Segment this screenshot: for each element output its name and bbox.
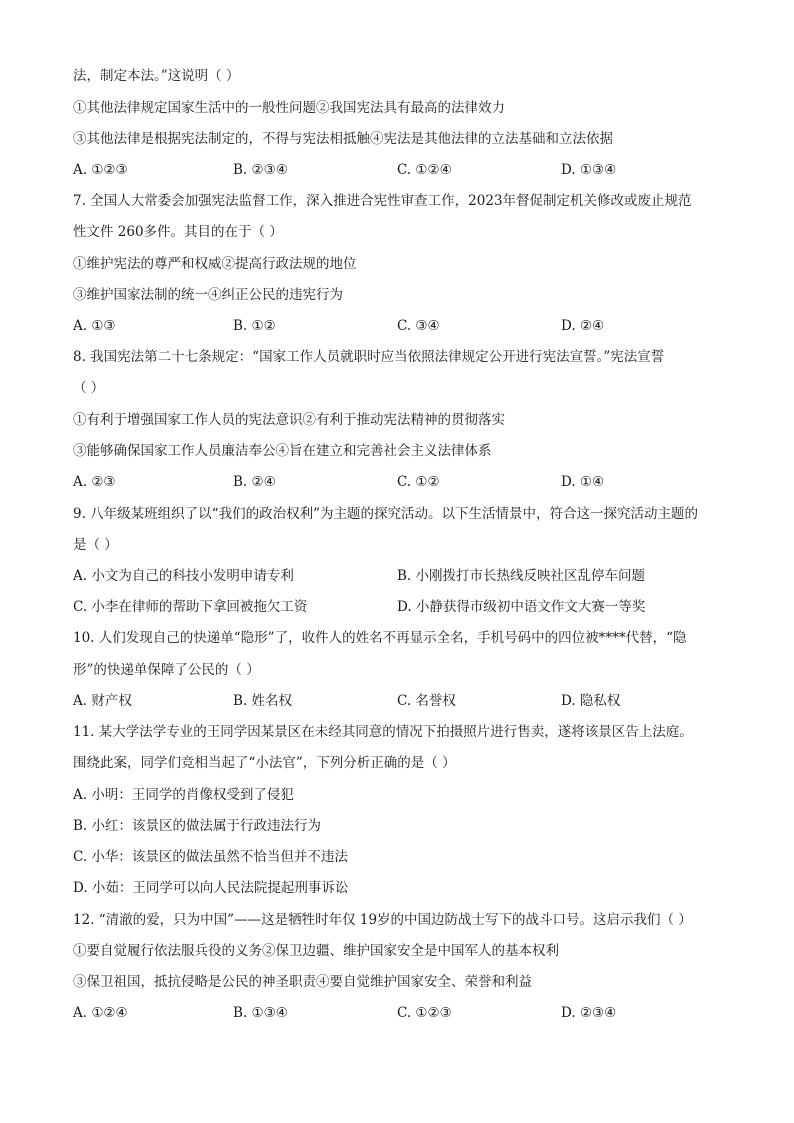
question-6-option-a[interactable]: A. ①②③ — [73, 162, 128, 178]
question-7-stem-line-1: 7. 全国人大常委会加强宪法监督工作，深入推进合宪性审查工作，2023年督促制定机关修改或废止规范 — [73, 193, 692, 209]
question-8-statement-1-2: ①有利于增强国家工作人员的宪法意识②有利于推动宪法精神的贯彻落实 — [73, 412, 505, 428]
question-10-stem-line-2: 形”的快递单保障了公民的（ ） — [73, 662, 260, 678]
question-12-option-d[interactable]: D. ②③④ — [561, 1005, 617, 1021]
question-7-statement-3-4: ③维护国家法制的统一④纠正公民的违宪行为 — [73, 287, 343, 303]
question-9-option-d[interactable]: D. 小静获得市级初中语文作文大赛一等奖 — [397, 599, 646, 615]
question-9-option-b[interactable]: B. 小刚拨打市长热线反映社区乱停车问题 — [397, 568, 646, 584]
question-12-option-c[interactable]: C. ①②③ — [397, 1005, 452, 1021]
question-8-option-c[interactable]: C. ①② — [397, 474, 440, 490]
question-6-stem-end: 法，制定本法。”这说明（ ） — [73, 68, 240, 84]
question-9-stem-line-2: 是（ ） — [73, 537, 118, 553]
question-8-option-b[interactable]: B. ②④ — [233, 474, 276, 490]
question-12-option-b[interactable]: B. ①③④ — [233, 1005, 288, 1021]
question-10-option-a[interactable]: A. 财产权 — [73, 693, 132, 709]
question-6-options — [73, 160, 723, 180]
question-6-option-c[interactable]: C. ①②④ — [397, 162, 452, 178]
question-10-stem-line-1: 10. 人们发现自己的快递单“隐形”了，收件人的姓名不再显示全名，手机号码中的四位被****代替，“隐 — [73, 630, 687, 646]
question-7-option-a[interactable]: A. ①③ — [73, 318, 116, 334]
question-12-stem: 12. “清澈的爱，只为中国”——这是牺牲时年仅 19岁的中国边防战士写下的战斗口号。这启示我们（ ） — [73, 912, 692, 928]
question-6-statement-3-4: ③其他法律是根据宪法制定的，不得与宪法相抵触④宪法是其他法律的立法基础和立法依据 — [73, 131, 613, 147]
question-8-statement-3-4: ③能够确保国家工作人员廉洁奉公④旨在建立和完善社会主义法律体系 — [73, 443, 492, 459]
question-11-option-a[interactable]: A. 小明：王同学的肖像权受到了侵犯 — [73, 787, 294, 803]
question-11-stem-line-2: 围绕此案，同学们竞相当起了“小法官”，下列分析正确的是（ ） — [73, 755, 456, 771]
question-9-stem-line-1: 9. 八年级某班组织了以“我们的政治权利”为主题的探究活动。以下生活情景中，符合这一探究活动主题的 — [73, 506, 698, 522]
question-7-stem-line-2: 性文件 260多件。其目的在于（ ） — [73, 224, 283, 240]
question-7-statement-1-2: ①维护宪法的尊严和权威②提高行政法规的地位 — [73, 256, 357, 272]
question-8-stem-line-2: （ ） — [73, 380, 105, 396]
question-12-statement-3-4: ③保卫祖国，抵抗侵略是公民的神圣职责④要自觉维护国家安全、荣誉和利益 — [73, 974, 532, 990]
question-7-option-b[interactable]: B. ①② — [233, 318, 276, 334]
question-12-options — [73, 1003, 723, 1023]
question-12-option-a[interactable]: A. ①②④ — [73, 1005, 128, 1021]
question-11-option-d[interactable]: D. 小茹：王同学可以向人民法院提起刑事诉讼 — [73, 880, 349, 896]
question-11-option-c[interactable]: C. 小华：该景区的做法虽然不恰当但并不违法 — [73, 849, 348, 865]
question-9-options-row-2 — [73, 597, 723, 617]
question-9-option-c[interactable]: C. 小李在律师的帮助下拿回被拖欠工资 — [73, 599, 308, 615]
question-10-option-c[interactable]: C. 名誉权 — [397, 693, 456, 709]
question-8-stem-line-1: 8. 我国宪法第二十七条规定：“国家工作人员就职时应当依照法律规定公开进行宪法宣誓。”宪法宣誓 — [73, 349, 665, 365]
question-7-option-c[interactable]: C. ③④ — [397, 318, 440, 334]
question-7-option-d[interactable]: D. ②④ — [561, 318, 605, 334]
question-8-option-d[interactable]: D. ①④ — [561, 474, 605, 490]
question-9-options-row-1 — [73, 566, 723, 586]
question-11-stem-line-1: 11. 某大学法学专业的王同学因某景区在未经其同意的情况下拍摄照片进行售卖，遂将该景区告上法庭。 — [73, 724, 693, 740]
question-10-option-d[interactable]: D. 隐私权 — [561, 693, 621, 709]
question-10-option-b[interactable]: B. 姓名权 — [233, 693, 293, 709]
question-8-option-a[interactable]: A. ②③ — [73, 474, 116, 490]
question-10-options — [73, 691, 723, 711]
question-7-options — [73, 316, 723, 336]
question-6-statement-1-2: ①其他法律规定国家生活中的一般性问题②我国宪法具有最高的法律效力 — [73, 100, 505, 116]
question-6-option-b[interactable]: B. ②③④ — [233, 162, 288, 178]
question-8-options — [73, 472, 723, 492]
question-11-option-b[interactable]: B. 小红：该景区的做法属于行政违法行为 — [73, 818, 322, 834]
question-6-option-d[interactable]: D. ①③④ — [561, 162, 617, 178]
question-12-statement-1-2: ①要自觉履行依法服兵役的义务②保卫边疆、维护国家安全是中国军人的基本权利 — [73, 943, 559, 959]
question-9-option-a[interactable]: A. 小文为自己的科技小发明申请专利 — [73, 568, 294, 584]
